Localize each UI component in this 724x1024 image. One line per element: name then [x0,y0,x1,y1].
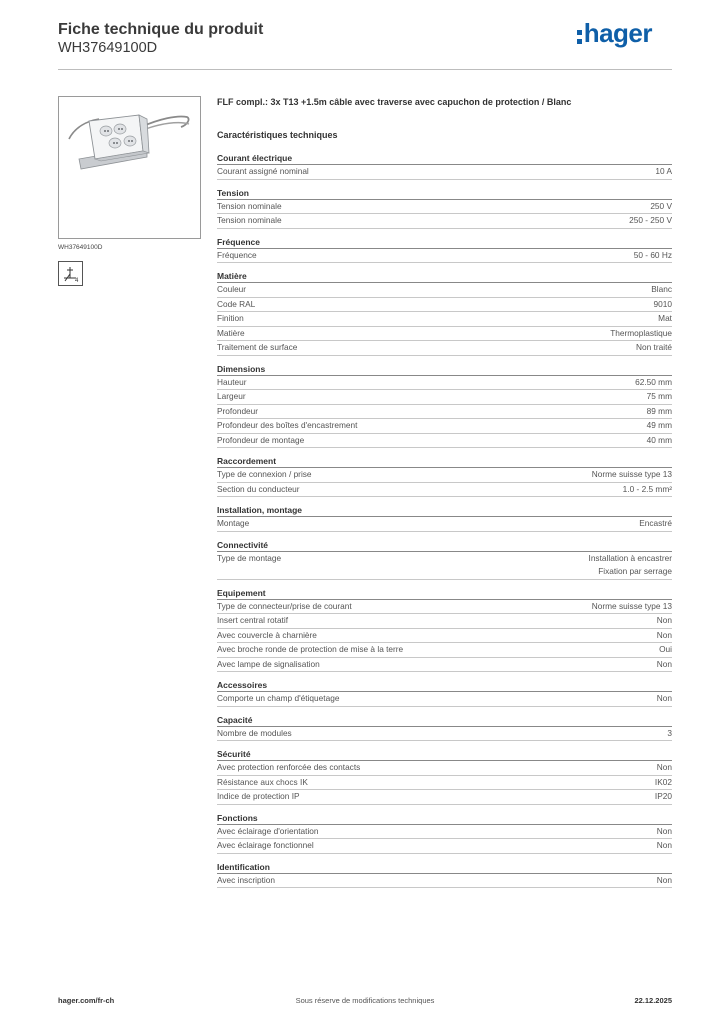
spec-group-title: Fonctions [217,812,672,825]
spec-value: 75 mm [646,391,672,401]
spec-value: 9010 [653,298,672,309]
page-title: Fiche technique du produit [58,21,264,38]
spec-value: Non [656,825,672,836]
socket-product-icon [59,97,200,238]
page-header [58,20,672,70]
spec-value: Non [656,615,672,625]
mounting-symbol [58,261,83,286]
spec-value: 62.50 mm [635,376,672,387]
spec-group-title: Accessoires [217,679,672,692]
spec-value: 250 - 250 V [629,215,672,225]
spec-row [217,327,672,342]
spec-group-title: Fréquence [217,236,672,249]
footer-note: Sous réserve de modifications techniques [295,996,435,1005]
spec-value: Non [656,840,672,850]
spec-value: Non [656,874,672,885]
spec-value: Mat [658,313,672,323]
spec-label: Finition [217,313,244,323]
product-reference: WH37649100D [58,40,158,56]
spec-label: Largeur [217,391,246,401]
spec-label: Avec lampe de signalisation [217,658,320,669]
spec-value: 3 [667,727,672,738]
spec-group-title: Dimensions [217,363,672,376]
spec-group [217,679,672,707]
spec-label: Montage [217,518,250,528]
spec-group [217,152,672,180]
spec-value: Thermoplastique [610,327,672,338]
spec-label: Insert central rotatif [217,615,289,625]
spec-value: 50 - 60 Hz [633,249,672,260]
spec-group [217,504,672,532]
spec-group [217,455,672,497]
spec-group [217,187,672,229]
spec-label: Type de montage [217,552,282,563]
spec-group-title: Courant électrique [217,152,672,165]
spec-row [217,629,672,644]
spec-groups [217,152,672,888]
spec-label: Type de connecteur/prise de courant [217,600,352,611]
spec-value: Non [656,658,672,669]
spec-value: Norme suisse type 13 [591,469,672,479]
spec-value: Non [656,762,672,772]
spec-value: Non [656,693,672,703]
spec-row [217,165,672,180]
spec-row [217,643,672,658]
spec-row [217,434,672,449]
spec-label: Avec éclairage fonctionnel [217,840,314,850]
spec-label: Tension nominale [217,215,282,225]
spec-row [217,249,672,264]
spec-row [217,776,672,791]
spec-value: IK02 [654,776,672,787]
spec-row [217,312,672,327]
spec-value: Blanc [651,284,672,294]
spec-group [217,861,672,889]
spec-value: Encastré [639,518,672,528]
brand-name: hager [583,18,652,48]
spec-label: Nombre de modules [217,727,292,738]
spec-label: Avec couvercle à charnière [217,629,317,640]
spec-group [217,236,672,264]
footer-date: 22.12.2025 [634,996,672,1005]
spec-value: 10 A [655,166,672,176]
spec-label: Profondeur [217,405,259,416]
spec-group [217,363,672,449]
spec-group-title: Identification [217,861,672,874]
spec-row [217,298,672,313]
spec-row [217,376,672,391]
logo-dots-icon [577,20,582,48]
spec-label: Profondeur des boîtes d'encastrement [217,420,358,430]
product-image-caption: WH37649100D [58,244,103,251]
spec-value: Oui [659,644,672,654]
spec-row [217,200,672,215]
hager-logo [577,20,652,50]
spec-label: Résistance aux chocs IK [217,776,308,787]
spec-row [217,790,672,805]
spec-row [217,419,672,434]
spec-row [217,874,672,889]
spec-group [217,812,672,854]
spec-label: Indice de protection IP [217,791,300,801]
spec-group [217,748,672,805]
spec-label: Traitement de surface [217,342,298,352]
spec-row [217,839,672,854]
spec-label: Section du conducteur [217,483,300,494]
spec-group-title: Raccordement [217,455,672,468]
spec-group-title: Capacité [217,714,672,727]
spec-value: 1.0 - 2.5 mm² [622,483,672,494]
spec-label: Avec inscription [217,874,275,885]
mount-symbol-index: 4 [75,278,79,284]
spec-value: Non traité [636,342,672,352]
spec-label: Code RAL [217,298,256,309]
spec-value: Installation à encastrer Fixation par serrage [588,552,672,576]
spec-value: 250 V [650,200,672,211]
product-description: FLF compl.: 3x T13 +1.5m câble avec traverse avec capuchon de protection / Blanc [217,97,572,107]
spec-group [217,587,672,673]
spec-label: Avec broche ronde de protection de mise à la terre [217,644,404,654]
spec-label: Couleur [217,284,247,294]
spec-group [217,270,672,356]
spec-label: Hauteur [217,376,247,387]
spec-row [217,214,672,229]
spec-group-title: Tension [217,187,672,200]
spec-group-title: Installation, montage [217,504,672,517]
spec-row [217,614,672,629]
spec-value: IP20 [654,791,672,801]
spec-label: Avec protection renforcée des contacts [217,762,361,772]
spec-row [217,552,672,580]
spec-group [217,714,672,742]
spec-value: 49 mm [646,420,672,430]
spec-row [217,727,672,742]
spec-group-title: Connectivité [217,539,672,552]
flush-mount-icon [59,262,82,285]
spec-label: Type de connexion / prise [217,469,312,479]
spec-label: Profondeur de montage [217,434,305,445]
spec-label: Courant assigné nominal [217,166,309,176]
spec-row [217,483,672,498]
spec-label: Matière [217,327,245,338]
spec-group-title: Equipement [217,587,672,600]
product-image [58,96,201,239]
spec-row [217,658,672,673]
spec-row [217,390,672,405]
spec-value: Norme suisse type 13 [591,600,672,611]
spec-value: Non [656,629,672,640]
specifications-column [217,96,672,895]
spec-row [217,600,672,615]
spec-group [217,539,672,580]
spec-group-title: Sécurité [217,748,672,761]
spec-label: Comporte un champ d'étiquetage [217,693,340,703]
spec-row [217,825,672,840]
spec-value: 40 mm [646,434,672,445]
product-visual-column [58,96,201,286]
spec-row [217,517,672,532]
specs-heading: Caractéristiques techniques [217,130,338,140]
spec-label: Tension nominale [217,200,282,211]
spec-row [217,341,672,356]
spec-row [217,761,672,776]
spec-row [217,468,672,483]
footer-url-link[interactable]: hager.com/fr-ch [58,996,115,1005]
spec-row [217,405,672,420]
spec-row [217,692,672,707]
spec-value: 89 mm [646,405,672,416]
spec-row [217,283,672,298]
spec-label: Fréquence [217,249,257,260]
page-footer [58,996,672,1010]
spec-group-title: Matière [217,270,672,283]
spec-label: Avec éclairage d'orientation [217,825,319,836]
